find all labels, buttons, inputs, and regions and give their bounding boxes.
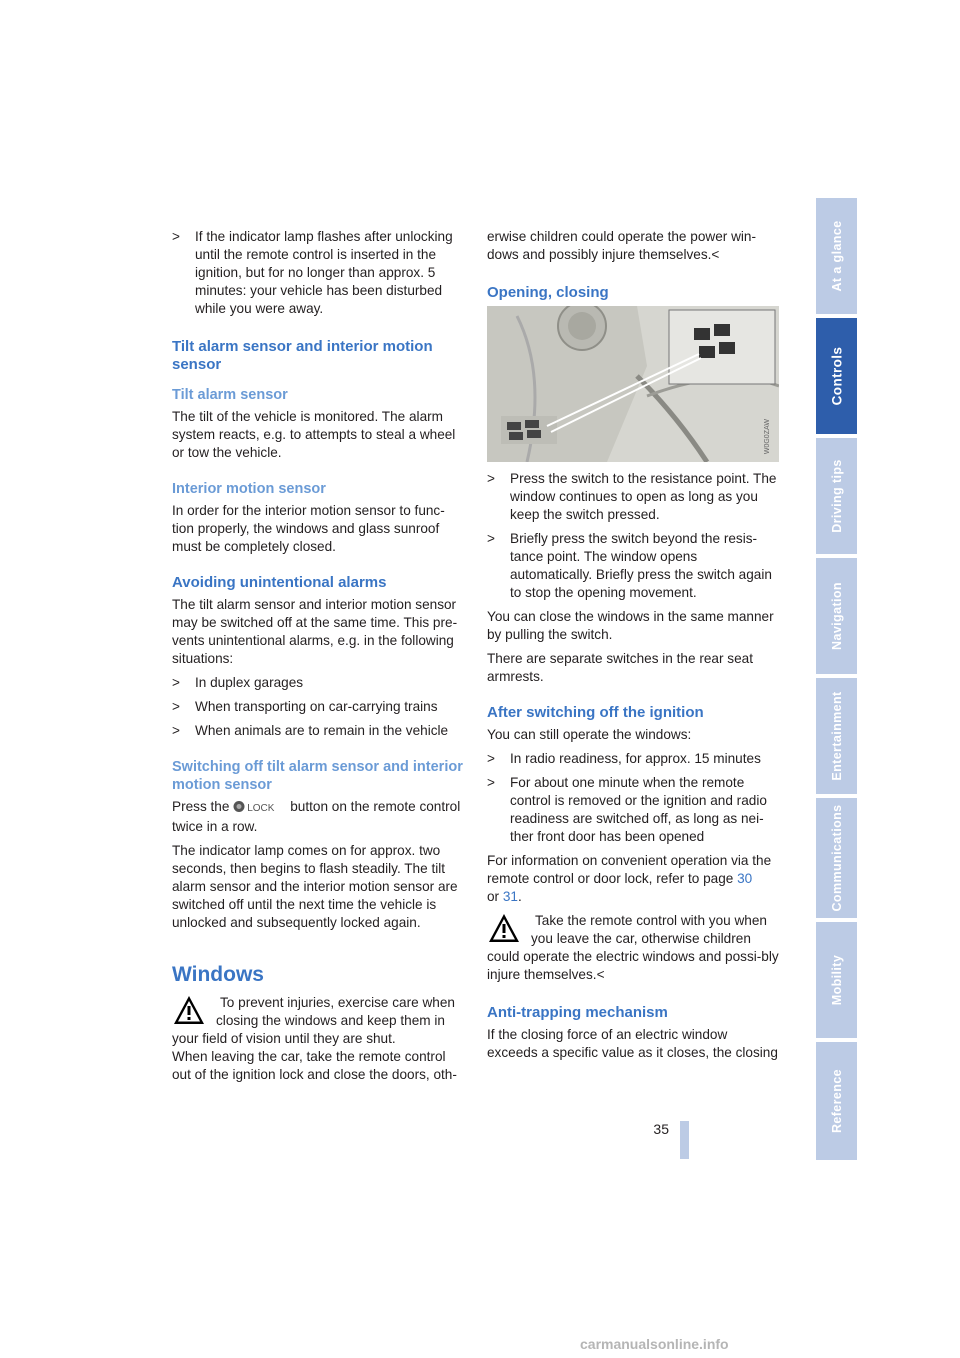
list-item-text: Press the switch to the resistance point. The window continues to open as long as you keep the switch pressed. <box>510 471 777 522</box>
chapter-tabs <box>816 198 857 1160</box>
list-item <box>172 674 464 692</box>
bullet-marker: > <box>172 723 180 738</box>
list-item <box>487 774 779 846</box>
list-item <box>487 530 779 602</box>
avoid-paragraph: The tilt alarm sensor and interior motion sensor may be switched off at the same time. This pre-vents unintentional alarms, e.g. in the following situations: <box>172 597 458 666</box>
tab-label: Mobility <box>829 954 844 1006</box>
tab-reference[interactable] <box>816 1042 857 1160</box>
press-text: Press the <box>172 799 230 814</box>
list-item-text: In radio readiness, for approx. 15 minutes <box>510 751 761 766</box>
tab-controls[interactable] <box>816 318 857 434</box>
tab-communications[interactable] <box>816 798 857 918</box>
tab-driving-tips[interactable] <box>816 438 857 554</box>
list-item <box>487 750 779 768</box>
bullet-marker: > <box>172 699 180 714</box>
tab-entertainment[interactable] <box>816 678 857 794</box>
subheading-tilt: Tilt alarm sensor <box>172 387 288 403</box>
list-item-text: For about one minute when the remote control is removed or the ignition and radio readiness are switched off, as long as nei-ther front door has been opened <box>510 775 767 844</box>
subheading-interior: Interior motion sensor <box>172 481 326 497</box>
info-paragraph: For information on convenient operation via the remote control or door lock, refer to page 30 or 31. <box>487 853 772 904</box>
list-item-text: When transporting on car-carrying trains <box>195 699 438 714</box>
photo-code: W0G0ZAW <box>764 418 771 454</box>
list-item <box>172 228 464 318</box>
tilt-paragraph: The tilt of the vehicle is monitored. The alarm system reacts, e.g. to attempts to steal a wheel or tow the vehicle. <box>172 409 456 460</box>
lamp-paragraph: The indicator lamp comes on for approx. two seconds, then begins to flash steadily. The tilt alarm sensor and the interior motion sensor are switched off until the next time the vehicle is unlocked and subsequently locked again. <box>172 843 458 930</box>
section-heading-opening: Opening, closing <box>487 284 609 301</box>
press-lock-paragraph <box>172 798 464 836</box>
footer-watermark: carmanualsonline.info <box>580 1336 729 1352</box>
anti-paragraph: If the closing force of an electric window exceeds a specific value as it closes, the closing <box>487 1027 778 1060</box>
bullet-marker: > <box>487 531 495 546</box>
list-item-text: When animals are to remain in the vehicle <box>195 723 449 738</box>
tab-at-a-glance[interactable] <box>816 198 857 314</box>
section-heading-windows: Windows <box>172 963 264 986</box>
warning-windows <box>172 994 464 1084</box>
bullet-marker: > <box>487 471 495 486</box>
end-mark: < <box>596 967 605 982</box>
end-mark: < <box>711 247 720 262</box>
warning-icon <box>487 912 521 944</box>
press-text-after: button on the remote control twice in a row. <box>172 799 461 834</box>
tab-label: Controls <box>829 346 844 406</box>
list-item-text: If the indicator lamp flashes after unlocking until the remote control is inserted in the ignition, but for no longer than approx. 5 minutes: your vehicle has been disturbed while you were away. <box>195 229 453 316</box>
section-heading-tilt-interior: Tilt alarm sensor and interior motion sensor <box>172 338 433 373</box>
list-item-text: In duplex garages <box>195 675 304 690</box>
tab-mobility[interactable] <box>816 922 857 1038</box>
tab-label: Navigation <box>829 582 844 650</box>
close-paragraph: You can close the windows in the same manner by pulling the switch. <box>487 609 774 642</box>
interior-paragraph: In order for the interior motion sensor to func-tion properly, the windows and glass sunroof must be completely closed. <box>172 503 445 554</box>
tab-navigation[interactable] <box>816 558 857 674</box>
warning-icon <box>172 994 206 1026</box>
section-heading-after: After switching off the ignition <box>487 704 704 721</box>
warning-remote <box>487 912 779 984</box>
bullet-marker: > <box>172 675 180 690</box>
subheading-switchoff: Switching off tilt alarm sensor and interior motion sensor <box>172 759 463 793</box>
page-link-30[interactable]: 30 <box>737 871 753 886</box>
warning-text-2: When leaving the car, take the remote control out of the ignition lock and close the doors, oth- <box>172 1049 457 1082</box>
right-column <box>487 228 779 1068</box>
warning-text: To prevent injuries, exercise care when closing the windows and keep them in your field of vision until they are shut. <box>172 995 455 1046</box>
bullet-marker: > <box>172 229 180 244</box>
continued-paragraph <box>487 228 779 264</box>
lock-label: LOCK <box>247 803 275 814</box>
tab-label: At a glance <box>829 220 844 292</box>
warning-text: Take the remote control with you when you leave the car, otherwise children could operate the electric windows and possi-bly injure themselves. <box>487 913 779 982</box>
page-link-31[interactable]: 31 <box>502 889 518 904</box>
left-column <box>172 228 464 1084</box>
list-item <box>487 470 779 524</box>
window-switch-photo <box>487 306 779 462</box>
bullet-marker: > <box>487 751 495 766</box>
list-item-text: Briefly press the switch beyond the resis-tance point. The window opens automatically. Briefly press the switch again to stop the opening movement. <box>510 531 772 600</box>
section-heading-anti: Anti-trapping mechanism <box>487 1004 668 1021</box>
continued-text: erwise children could operate the power win-dows and possibly injure themselves. <box>487 229 756 262</box>
list-item <box>172 722 464 740</box>
or-text: or <box>487 889 500 904</box>
page-number: 35 <box>653 1121 669 1137</box>
after-paragraph: You can still operate the windows: <box>487 727 692 742</box>
tab-label: Driving tips <box>829 459 844 533</box>
list-item <box>172 698 464 716</box>
rear-paragraph: There are separate switches in the rear seat armrests. <box>487 651 753 684</box>
info-text: For information on convenient operation via the remote control or door lock, refer to page <box>487 853 772 886</box>
bullet-marker: > <box>487 775 495 790</box>
tab-label: Reference <box>829 1068 844 1134</box>
section-heading-avoid: Avoiding unintentional alarms <box>172 574 387 591</box>
tab-label: Entertainment <box>829 691 844 781</box>
page-number-bar <box>680 1121 689 1159</box>
tab-label: Communications <box>829 804 844 912</box>
